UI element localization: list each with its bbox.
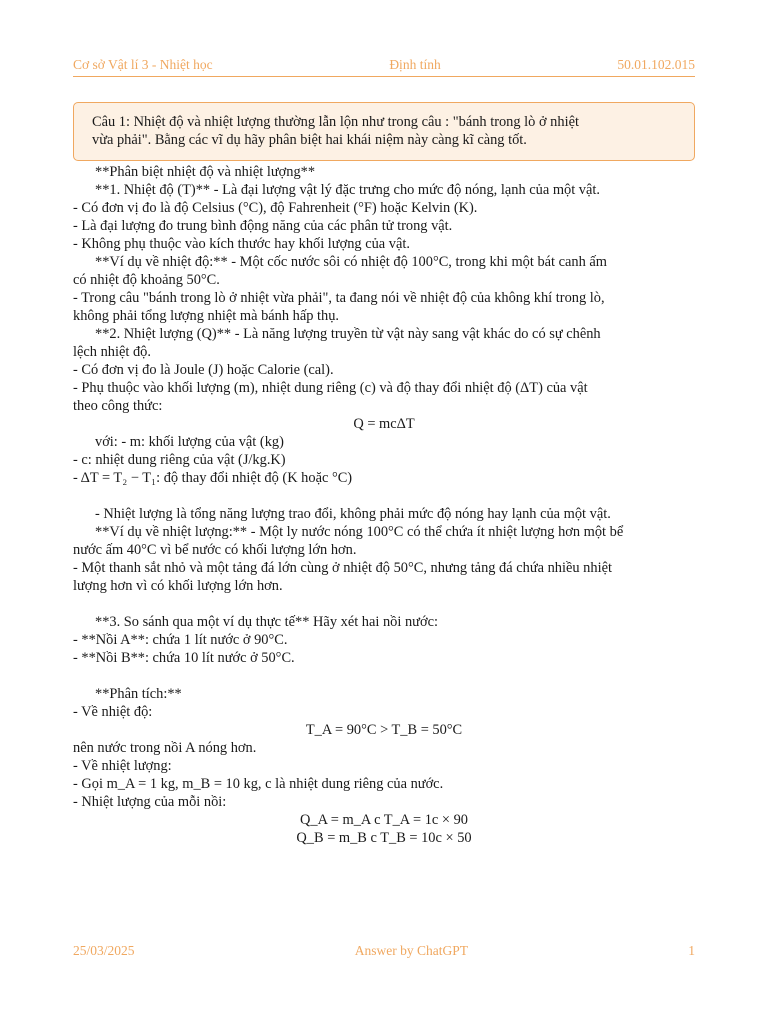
paragraph-line: - Trong câu "bánh trong lò ở nhiệt vừa phải", ta đang nói về nhiệt độ của không khí trong lò,: [73, 290, 605, 306]
question-line: Câu 1: Nhiệt độ và nhiệt lượng thường lẫn lộn như trong câu : "bánh trong lò ở nhiệt: [92, 114, 579, 130]
paragraph-line: **3. So sánh qua một ví dụ thực tế** Hãy xét hai nồi nước:: [95, 614, 438, 630]
paragraph-line: - Về nhiệt độ:: [73, 704, 153, 720]
paragraph-line: lệch nhiệt độ.: [73, 344, 151, 360]
paragraph-line: **Ví dụ về nhiệt độ:** - Một cốc nước sôi có nhiệt độ 100°C, trong khi một bát canh ấm: [95, 254, 607, 270]
footer-credit: Answer by ChatGPT: [354, 943, 468, 958]
paragraph-line: - **Nồi A**: chứa 1 lít nước ở 90°C.: [73, 632, 288, 648]
equation-qb: Q_B = m_B c T_B = 10c × 50: [296, 830, 472, 846]
paragraph-line: - Nhiệt lượng của mỗi nồi:: [73, 794, 227, 810]
paragraph-line: - Không phụ thuộc vào kích thước hay khối lượng của vật.: [73, 236, 410, 252]
paragraph-line: **2. Nhiệt lượng (Q)** - Là năng lượng truyền từ vật này sang vật khác do có sự chênh: [95, 326, 601, 342]
header-rule: [73, 76, 695, 77]
spacer: [73, 487, 695, 505]
paragraph-line: **1. Nhiệt độ (T)** - Là đại lượng vật lý đặc trưng cho mức độ nóng, lạnh của một vật.: [95, 182, 600, 198]
equation-temperatures: T_A = 90°C > T_B = 50°C: [305, 722, 463, 738]
page-footer: [73, 943, 695, 959]
paragraph-line: - Phụ thuộc vào khối lượng (m), nhiệt dung riêng (c) và độ thay đổi nhiệt độ (ΔT) của vật: [73, 380, 588, 396]
paragraph-line: - Có đơn vị đo là Joule (J) hoặc Calorie (cal).: [73, 362, 334, 378]
paragraph-line: - Một thanh sắt nhỏ và một tảng đá lớn cùng ở nhiệt độ 50°C, nhưng tảng đá chứa nhiều nhiệt: [73, 560, 612, 576]
page-header: [73, 57, 695, 73]
paragraph-line: lượng hơn vì có khối lượng lớn hơn.: [73, 578, 283, 594]
footer-date: 25/03/2025: [73, 943, 135, 958]
paragraph-line: không phải tổng lượng nhiệt mà bánh hấp thụ.: [73, 308, 340, 324]
paragraph-line: nên nước trong nồi A nóng hơn.: [73, 740, 257, 756]
equation-qa: Q_A = m_A c T_A = 1c × 90: [300, 812, 468, 828]
section-title: **Phân biệt nhiệt độ và nhiệt lượng**: [95, 164, 316, 180]
paragraph-line: - Về nhiệt lượng:: [73, 758, 172, 774]
equation-heat: Q = mcΔT: [353, 416, 415, 432]
header-course: Cơ sở Vật lí 3 - Nhiệt học: [73, 57, 213, 72]
paragraph-line: - ΔT = T₂ − T₁: độ thay đổi nhiệt độ (K hoặc °C): [73, 470, 353, 486]
paragraph-line: nước ấm 40°C vì bể nước có khối lượng lớn hơn.: [73, 542, 357, 558]
paragraph-line: - Có đơn vị đo là độ Celsius (°C), độ Fahrenheit (°F) hoặc Kelvin (K).: [73, 200, 478, 216]
paragraph-line: - Nhiệt lượng là tổng năng lượng trao đổi, không phải mức độ nóng hay lạnh của một vật.: [95, 506, 611, 522]
paragraph-line: - c: nhiệt dung riêng của vật (J/kg.K): [73, 452, 286, 468]
paragraph-line: - **Nồi B**: chứa 10 lít nước ở 50°C.: [73, 650, 295, 666]
page-number: 1: [688, 943, 695, 958]
paragraph-line: - Gọi m_A = 1 kg, m_B = 10 kg, c là nhiệt dung riêng của nước.: [73, 776, 444, 792]
spacer: [73, 595, 695, 613]
header-topic: Định tính: [389, 57, 441, 72]
paragraph-line: **Phân tích:**: [95, 686, 182, 702]
paragraph-line: theo công thức:: [73, 398, 163, 414]
paragraph-line: có nhiệt độ khoảng 50°C.: [73, 272, 220, 288]
paragraph-line: với: - m: khối lượng của vật (kg): [95, 434, 284, 450]
answer-body: [73, 163, 695, 847]
paragraph-line: **Ví dụ về nhiệt lượng:** - Một ly nước nóng 100°C có thể chứa ít nhiệt lượng hơn một bể: [95, 524, 624, 540]
question-line: vừa phải". Bằng các vĩ dụ hãy phân biệt hai khái niệm này càng kĩ càng tốt.: [92, 132, 527, 148]
paragraph-line: - Là đại lượng đo trung bình động năng của các phân tử trong vật.: [73, 218, 453, 234]
question-box: [73, 102, 695, 161]
spacer: [73, 667, 695, 685]
header-code: 50.01.102.015: [617, 57, 695, 72]
